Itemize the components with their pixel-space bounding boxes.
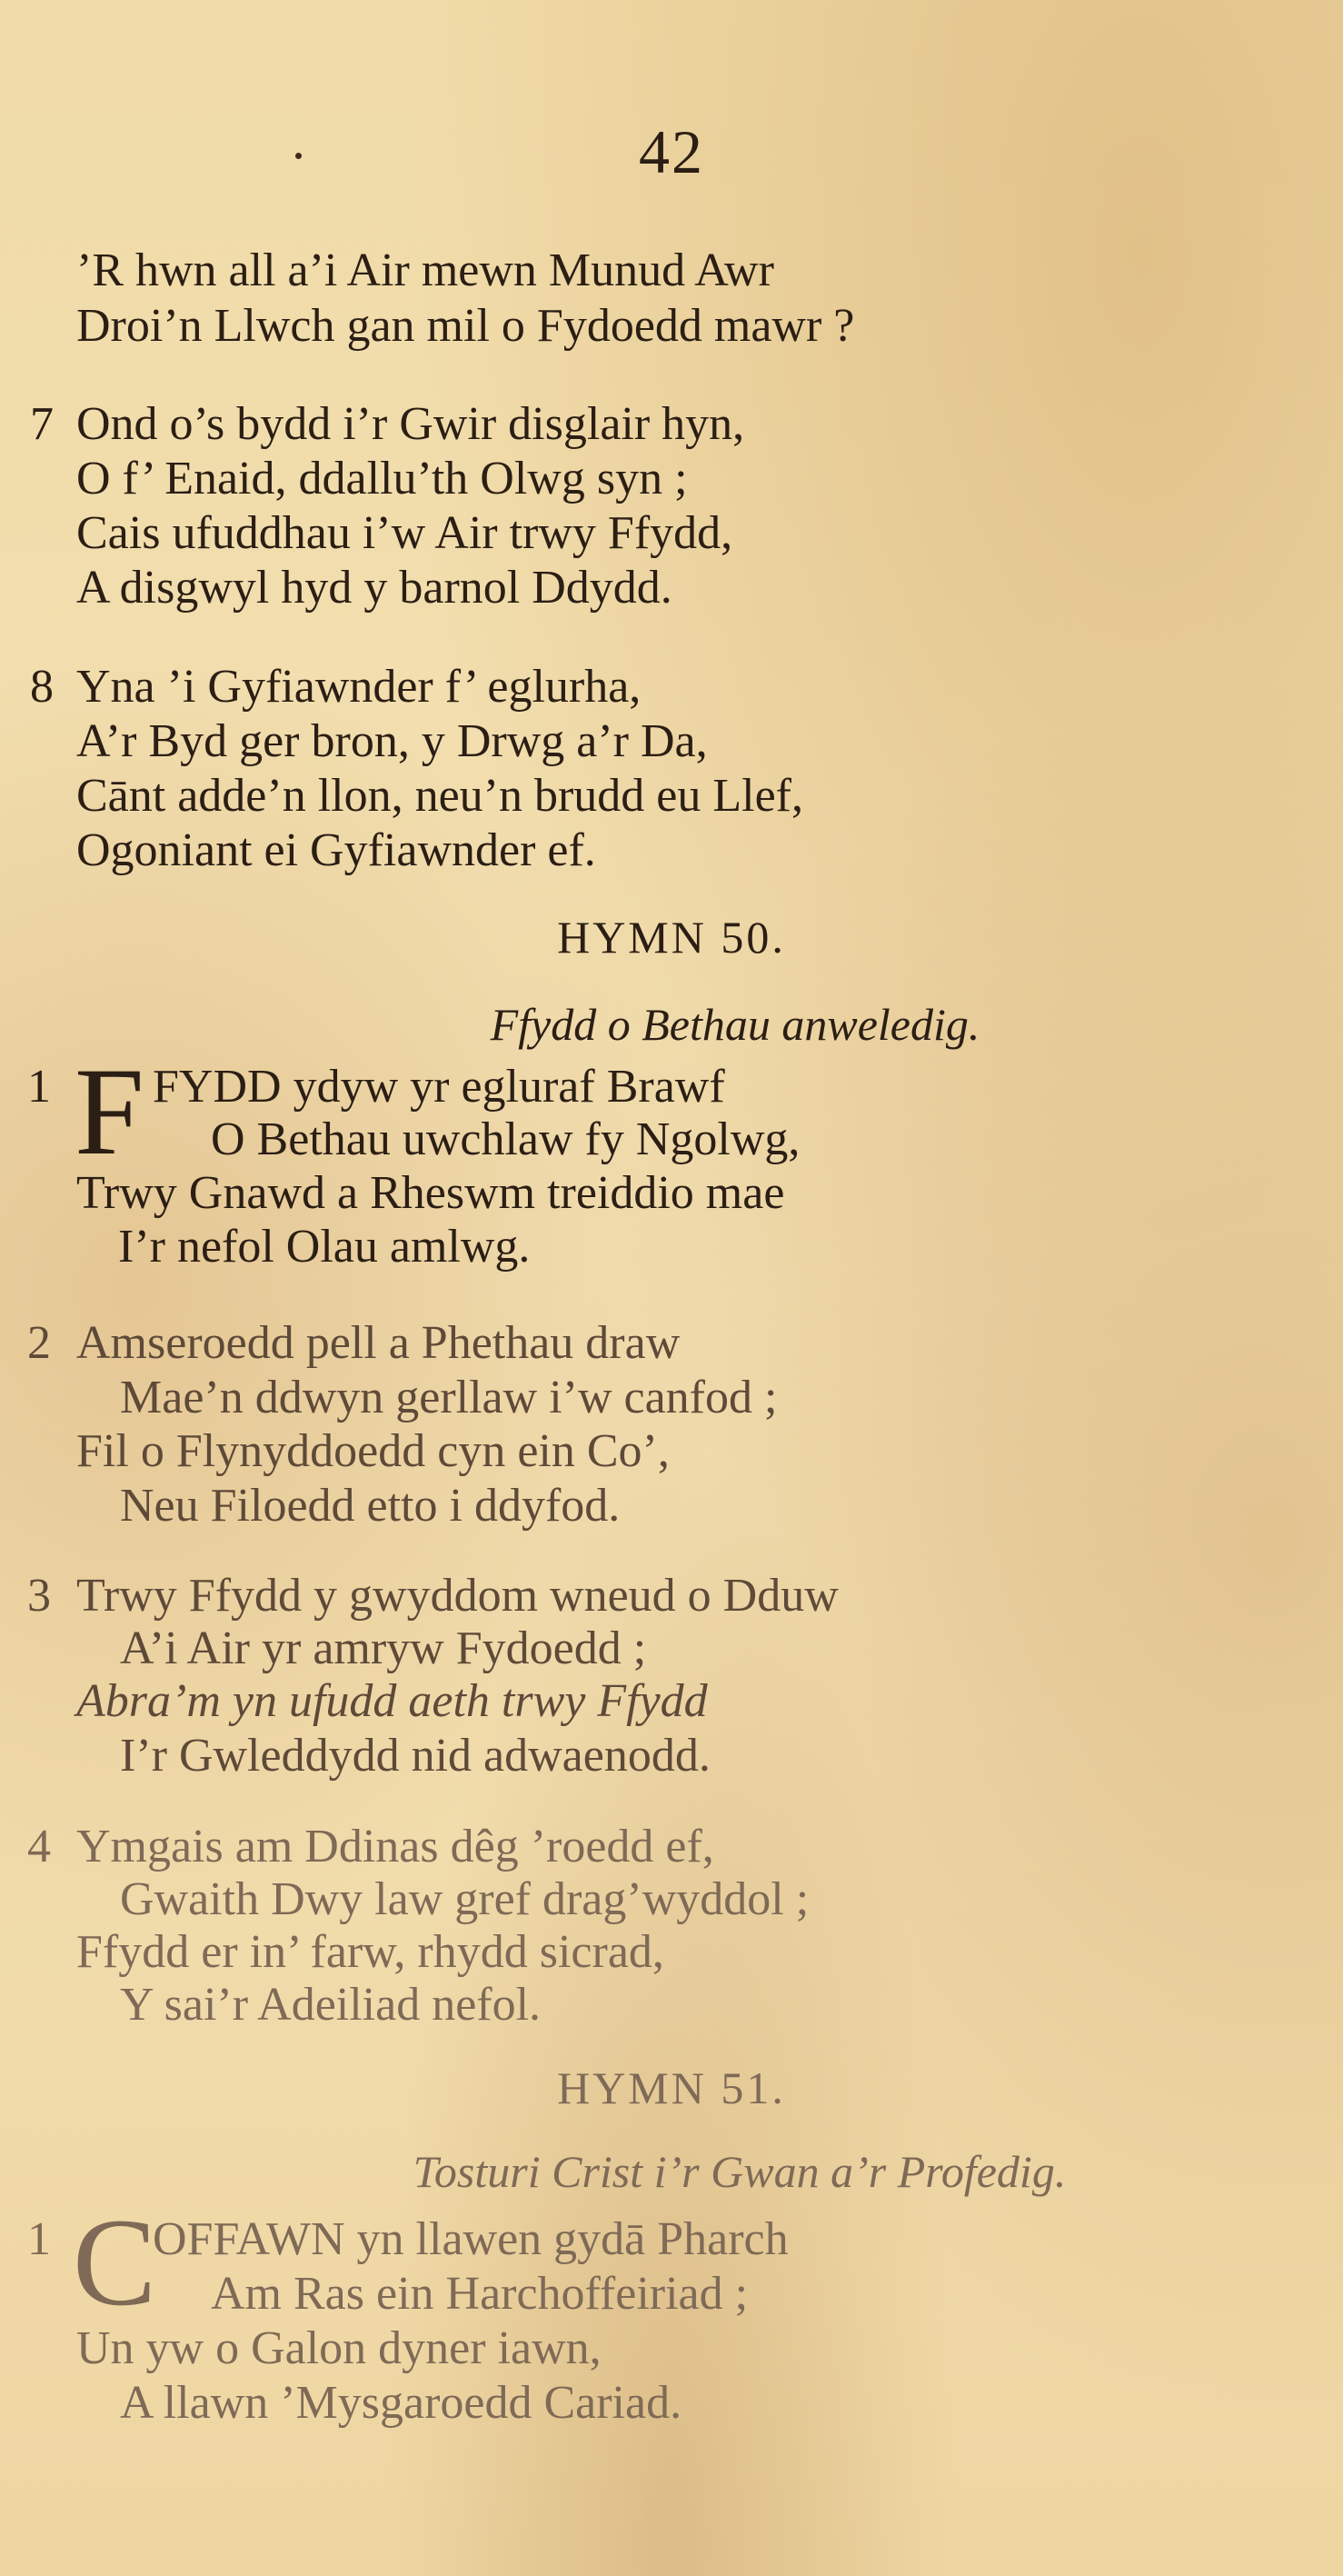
hymn-50-verse-number-4: 4	[27, 1821, 51, 1872]
hymn-51-heading: HYMN 51.	[557, 2062, 786, 2113]
hymn-50-verse-4-line-4: Y sai’r Adeiliad nefol.	[120, 1979, 542, 2031]
page-number: 42	[639, 117, 704, 186]
verse-8-line-1: Yna ’i Gyfiawnder f’ eglurha,	[76, 661, 642, 713]
hymn-51-subtitle: Tosturi Crist i’r Gwan a’r Profedig.	[413, 2146, 1067, 2197]
verse-8-line-2: A’r Byd ger bron, y Drwg a’r Da,	[76, 715, 708, 767]
verse-8-line-4: Ogoniant ei Gyfiawnder ef.	[76, 824, 596, 876]
verse-7-line-2: O f’ Enaid, ddallu’th Olwg syn ;	[76, 453, 688, 504]
hymn-50-verse-1-line-2: O Bethau uwchlaw fy Ngolwg,	[211, 1113, 801, 1165]
hymn-50-verse-number-1: 1	[27, 1061, 51, 1113]
hymn-51-verse-number-1: 1	[27, 2213, 51, 2265]
hymn-50-verse-3-line-3: Abra’m yn ufudd aeth trwy Ffydd	[76, 1675, 708, 1727]
hymn-50-verse-2-line-3: Fil o Flynyddoedd cyn ein Co’,	[76, 1425, 670, 1477]
hymn-51-verse-1-line-1: OFFAWN yn llawen gydā Pharch	[153, 2213, 789, 2265]
continuation-line-2: Droi’n Llwch gan mil o Fydoedd mawr ?	[76, 300, 855, 352]
hymn-50-verse-1-line-4: I’r nefol Olau amlwg.	[118, 1221, 531, 1273]
hymn-50-verse-4-line-2: Gwaith Dwy law gref drag’wyddol ;	[120, 1873, 810, 1925]
hymn-50-verse-number-2: 2	[27, 1317, 51, 1369]
continuation-line-1: ’R hwn all a’i Air mewn Munud Awr	[76, 245, 774, 296]
verse-7-line-1: Ond o’s bydd i’r Gwir disglair hyn,	[76, 398, 745, 450]
hymn-50-verse-4-line-1: Ymgais am Ddinas dêg ’roedd ef,	[76, 1821, 714, 1872]
hymn-50-verse-number-3: 3	[27, 1570, 51, 1622]
hymn-50-verse-1-line-1: FYDD ydyw yr egluraf Brawf	[153, 1061, 725, 1113]
hymn-50-verse-2-line-1: Amseroedd pell a Phethau draw	[76, 1317, 681, 1369]
hymn-50-verse-3-line-2: A’i Air yr amryw Fydoedd ;	[120, 1622, 647, 1674]
hymn-50-verse-3-line-4: I’r Gwleddydd nid adwaenodd.	[120, 1730, 711, 1782]
verse-number-7: 7	[30, 398, 54, 450]
hymn-51-verse-1-line-3: Un yw o Galon dyner iawn,	[76, 2322, 602, 2374]
hymn-50-heading: HYMN 50.	[557, 912, 786, 963]
verse-7-line-3: Cais ufuddhau i’w Air trwy Ffydd,	[76, 507, 733, 559]
hymn-50-drop-cap: F	[75, 1042, 144, 1181]
verse-7-line-4: A disgwyl hyd y barnol Ddydd.	[76, 562, 672, 614]
hymn-50-verse-1-line-3: Trwy Gnawd a Rheswm treiddio mae	[76, 1167, 785, 1219]
hymn-50-verse-4-line-3: Ffydd er in’ farw, rhydd sicrad,	[76, 1926, 664, 1978]
hymn-50-verse-3-line-1: Trwy Ffydd y gwyddom wneud o Dduw	[76, 1570, 839, 1622]
hymn-51-verse-1-line-2: Am Ras ein Harchoffeiriad ;	[211, 2268, 749, 2320]
hymn-51-drop-cap: C	[73, 2192, 157, 2331]
hymn-50-verse-2-line-4: Neu Filoedd etto i ddyfod.	[120, 1480, 621, 1532]
verse-number-8: 8	[30, 661, 54, 713]
hymn-51-verse-1-line-4: A llawn ’Mysgaroedd Cariad.	[120, 2377, 682, 2429]
verse-8-line-3: Cānt adde’n llon, neu’n brudd eu Llef,	[76, 770, 803, 822]
hymn-50-verse-2-line-2: Mae’n ddwyn gerllaw i’w canfod ;	[120, 1372, 778, 1423]
hymn-50-subtitle: Ffydd o Bethau anweledig.	[490, 999, 980, 1050]
